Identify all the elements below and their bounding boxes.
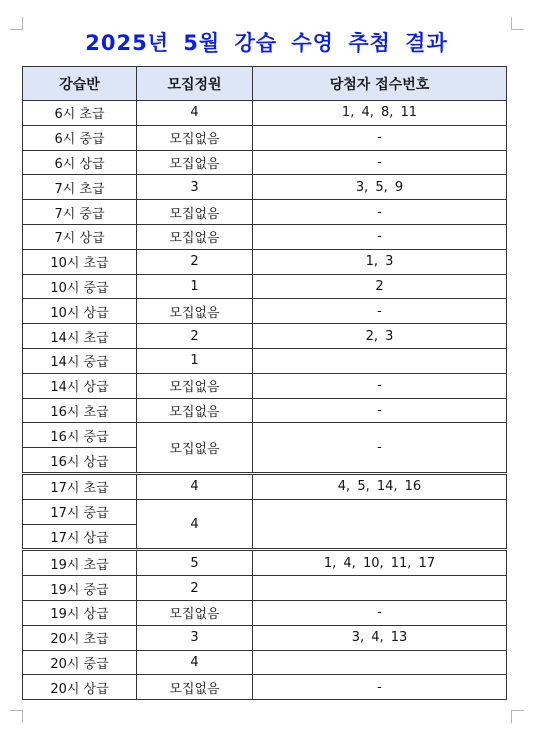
capacity-cell: 3 <box>137 175 253 200</box>
table-row <box>23 101 507 126</box>
class-cell: 14시 중급 <box>23 348 137 373</box>
winners-cell: - <box>253 675 507 700</box>
class-cell: 19시 초급 <box>23 550 137 576</box>
capacity-cell: 2 <box>137 249 253 274</box>
table-row <box>23 249 507 274</box>
capacity-cell: 1 <box>137 348 253 373</box>
class-cell: 20시 중급 <box>23 650 137 675</box>
class-cell: 14시 초급 <box>23 324 137 349</box>
class-cell: 14시 상급 <box>23 373 137 398</box>
capacity-cell: 1 <box>137 274 253 299</box>
winners-cell: - <box>253 224 507 249</box>
capacity-cell: 4 <box>137 650 253 675</box>
table-row <box>23 175 507 200</box>
winners-cell: 1, 4, 10, 11, 17 <box>253 550 507 576</box>
capacity-cell: 모집없음 <box>137 125 253 150</box>
capacity-cell: 4 <box>137 499 253 550</box>
table-row <box>23 299 507 324</box>
table-row <box>23 200 507 225</box>
class-cell: 10시 초급 <box>23 249 137 274</box>
capacity-cell: 3 <box>137 625 253 650</box>
winners-cell: 2, 3 <box>253 324 507 349</box>
table-row <box>23 675 507 700</box>
class-cell: 6시 초급 <box>23 101 137 126</box>
class-cell: 7시 중급 <box>23 200 137 225</box>
capacity-cell: 모집없음 <box>137 600 253 625</box>
capacity-cell: 모집없음 <box>137 150 253 175</box>
class-cell: 17시 중급 <box>23 499 137 524</box>
table-row <box>23 576 507 601</box>
class-cell: 17시 상급 <box>23 524 137 550</box>
table-row <box>23 499 507 524</box>
table-row <box>23 625 507 650</box>
table-header-row <box>23 67 507 101</box>
winners-cell: - <box>253 398 507 423</box>
class-cell: 7시 초급 <box>23 175 137 200</box>
table-row <box>23 398 507 423</box>
capacity-cell: 2 <box>137 576 253 601</box>
winners-cell: 1, 3 <box>253 249 507 274</box>
class-cell: 16시 중급 <box>23 423 137 448</box>
table-row <box>23 224 507 249</box>
header-capacity: 모집정원 <box>137 67 253 101</box>
capacity-cell: 모집없음 <box>137 423 253 474</box>
table-row <box>23 274 507 299</box>
table-row <box>23 423 507 448</box>
capacity-cell: 2 <box>137 324 253 349</box>
table-row <box>23 373 507 398</box>
table-row <box>23 650 507 675</box>
winners-cell: - <box>253 423 507 474</box>
capacity-cell: 모집없음 <box>137 200 253 225</box>
winners-cell: 2 <box>253 274 507 299</box>
winners-cell: - <box>253 200 507 225</box>
crop-mark-bottom-right <box>511 710 524 723</box>
table-row <box>23 600 507 625</box>
header-class: 강습반 <box>23 67 137 101</box>
table-row <box>23 324 507 349</box>
winners-cell: 3, 4, 13 <box>253 625 507 650</box>
winners-cell: - <box>253 600 507 625</box>
capacity-cell: 모집없음 <box>137 675 253 700</box>
class-cell: 7시 상급 <box>23 224 137 249</box>
table-row <box>23 348 507 373</box>
header-winners: 당첨자 접수번호 <box>253 67 507 101</box>
class-cell: 10시 상급 <box>23 299 137 324</box>
winners-cell: - <box>253 150 507 175</box>
table-row <box>23 125 507 150</box>
winners-cell <box>253 499 507 550</box>
table-row <box>23 150 507 175</box>
winners-cell: 3, 5, 9 <box>253 175 507 200</box>
class-cell: 19시 중급 <box>23 576 137 601</box>
class-cell: 6시 상급 <box>23 150 137 175</box>
winners-cell: - <box>253 125 507 150</box>
winners-cell: - <box>253 299 507 324</box>
capacity-cell: 모집없음 <box>137 398 253 423</box>
table-row <box>23 550 507 576</box>
class-cell: 20시 초급 <box>23 625 137 650</box>
lottery-result-table <box>22 66 507 700</box>
capacity-cell: 5 <box>137 550 253 576</box>
crop-mark-bottom-left <box>10 710 23 723</box>
winners-cell <box>253 348 507 373</box>
winners-cell <box>253 576 507 601</box>
capacity-cell: 4 <box>137 101 253 126</box>
class-cell: 6시 중급 <box>23 125 137 150</box>
winners-cell: - <box>253 373 507 398</box>
capacity-cell: 모집없음 <box>137 224 253 249</box>
winners-cell <box>253 650 507 675</box>
winners-cell: 1, 4, 8, 11 <box>253 101 507 126</box>
class-cell: 10시 중급 <box>23 274 137 299</box>
class-cell: 20시 상급 <box>23 675 137 700</box>
capacity-cell: 모집없음 <box>137 299 253 324</box>
page-title: 2025년 5월 강습 수영 추첨 결과 <box>85 31 448 55</box>
class-cell: 17시 초급 <box>23 473 137 499</box>
capacity-cell: 모집없음 <box>137 373 253 398</box>
class-cell: 16시 상급 <box>23 448 137 474</box>
class-cell: 16시 초급 <box>23 398 137 423</box>
winners-cell: 4, 5, 14, 16 <box>253 473 507 499</box>
table-row <box>23 473 507 499</box>
capacity-cell: 4 <box>137 473 253 499</box>
class-cell: 19시 상급 <box>23 600 137 625</box>
